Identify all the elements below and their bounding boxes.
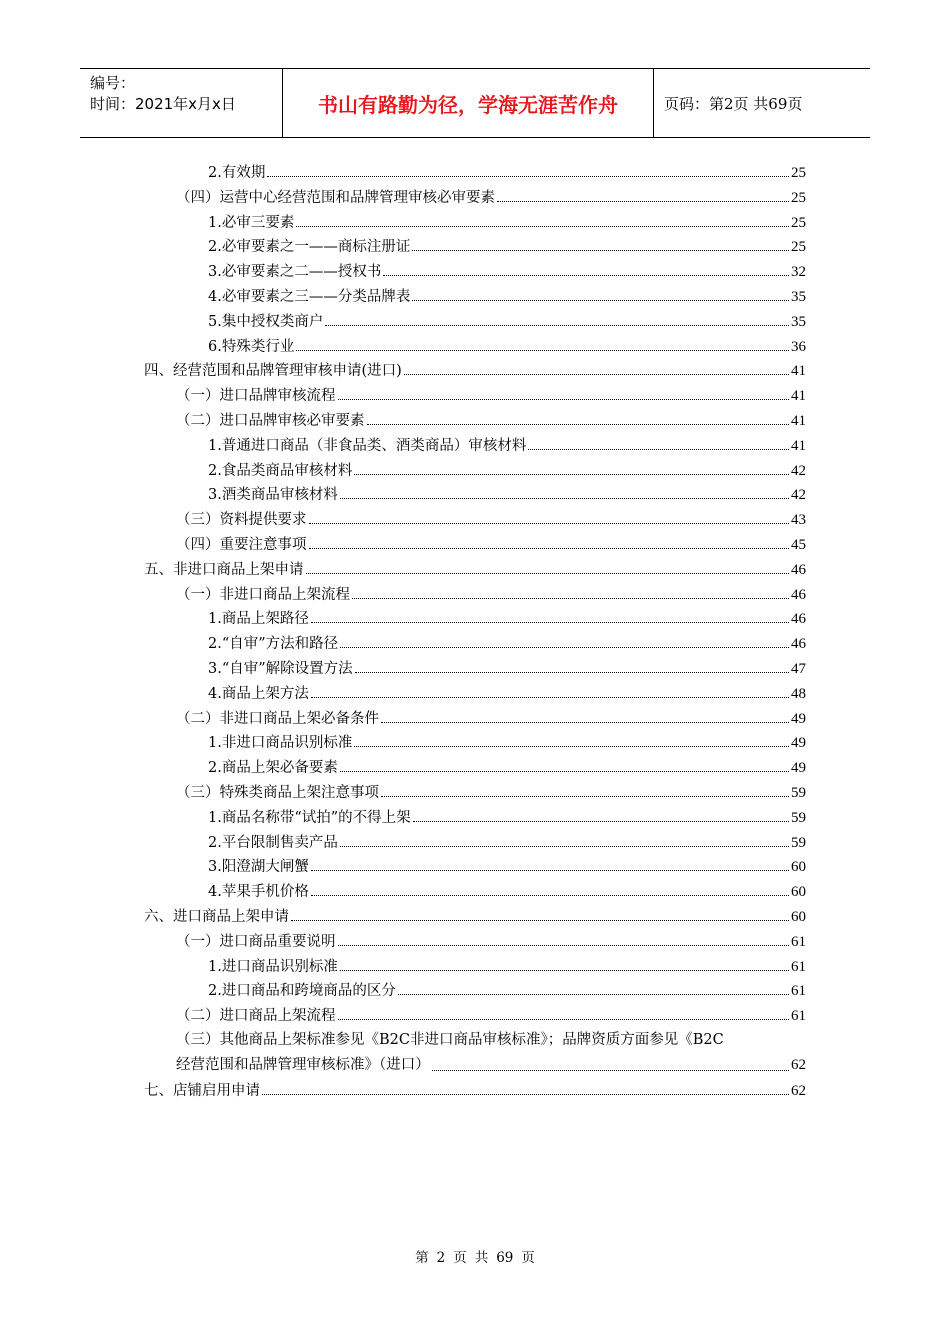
toc-entry[interactable] [144,1076,806,1100]
footer-gong: 共 [474,1250,489,1266]
toc-entry-page: 25 [791,165,806,181]
toc-entry-title: 1.必审三要素 [208,214,295,231]
footer-ye2: 页 [521,1250,535,1266]
toc-entry-page: 45 [791,537,806,553]
toc-dot-leader [354,746,789,747]
toc-entry-title: 1.非进口商品识别标准 [208,735,353,752]
toc-entry-title: （一）进口品牌审核流程 [176,388,336,405]
toc-entry-title: （二）进口品牌审核必审要素 [176,413,365,429]
toc-entry-page: 35 [791,289,806,305]
toc-entry[interactable] [176,406,806,430]
footer-total-pages: 69 [496,1250,514,1266]
toc-entry-page: 46 [791,611,806,628]
toc-entry-page: 61 [791,933,806,950]
toc-entry-title: 2.“自审”方法和路径 [208,636,339,653]
toc-entry-title: 七、店铺启用申请 [144,1082,260,1099]
toc-entry-title: 3.“自审”解除设置方法 [208,661,353,677]
toc-dot-leader [291,920,789,921]
toc-dot-leader [381,796,789,797]
toc-entry-title: 3.酒类商品审核材料 [208,487,338,504]
document-number-label: 编号： [90,74,136,92]
toc-dot-leader [340,498,789,499]
toc-entry-title: （一）进口商品重要说明 [176,933,336,950]
toc-entry-title: 2.进口商品和跨境商品的区分 [208,983,396,1000]
toc-entry[interactable] [208,976,806,1000]
toc-entry-page: 25 [791,189,806,206]
toc-entry-title: 4.苹果手机价格 [208,884,309,901]
toc-entry[interactable] [208,332,806,356]
toc-entry-title: （四）重要注意事项 [176,537,307,553]
toc-dot-leader [354,474,789,475]
toc-dot-leader [296,226,789,227]
header-left [80,69,282,137]
toc-entry[interactable] [208,257,806,281]
toc-entry-title: 3.阳澄湖大闸蟹 [208,859,309,876]
toc-dot-leader [311,895,789,896]
toc-entry-page: 49 [791,735,806,752]
toc-entry[interactable] [208,604,806,628]
toc-dot-leader [311,870,789,871]
toc-entry-title: 2.食品类商品审核材料 [208,462,353,479]
toc-dot-leader [325,325,789,326]
toc-dot-leader [340,846,789,847]
toc-dot-leader [309,548,790,549]
toc-dot-leader [413,821,789,822]
toc-entry[interactable] [176,1001,806,1025]
toc-entry-page: 61 [791,1008,806,1025]
toc-entry-page: 32 [791,264,806,281]
toc-entry[interactable] [176,381,806,405]
toc-entry[interactable] [176,505,806,529]
toc-entry[interactable] [144,555,806,579]
toc-dot-leader [528,449,789,450]
toc-entry-title: 1.商品上架路径 [208,611,309,628]
toc-entry[interactable] [176,704,806,728]
toc-dot-leader [381,722,789,723]
toc-entry-page: 49 [791,710,806,727]
toc-dot-leader [352,598,789,599]
toc-entry-title: 5.集中授权类商户 [208,313,324,330]
toc-entry-title: 六、进口商品上架申请 [144,909,289,925]
toc-entry[interactable] [176,778,806,802]
toc-entry[interactable] [208,803,806,827]
toc-entry-page: 41 [791,363,806,380]
toc-entry-page: 62 [791,1082,806,1099]
toc-entry[interactable] [208,728,806,752]
toc-entry[interactable] [144,902,806,926]
header-page-info: 页码：第2页 共69页 [664,94,803,113]
toc-entry-page: 61 [791,958,806,975]
toc-entry-page: 59 [791,834,806,851]
toc-dot-leader [338,945,790,946]
toc-entry-title: 四、经营范围和品牌管理审核申请(进口) [144,363,402,380]
toc-entry-title: （二）进口商品上架流程 [176,1008,336,1025]
toc-dot-leader [311,622,789,623]
page-header [80,68,870,138]
toc-entry[interactable] [208,480,806,504]
toc-entry[interactable] [208,629,806,653]
toc-entry[interactable] [144,356,806,380]
toc-dot-leader [306,573,790,574]
toc-entry-page: 25 [791,239,806,256]
toc-entry[interactable] [176,580,806,604]
toc-dot-leader [311,697,789,698]
toc-entry-title: 4.商品上架方法 [208,685,309,702]
toc-dot-leader [412,300,789,301]
toc-entry[interactable] [208,828,806,852]
toc-entry[interactable] [176,927,806,951]
toc-entry-title: 2.平台限制售卖产品 [208,834,338,851]
toc-entry[interactable] [208,679,806,703]
toc-entry-title: （四）运营中心经营范围和品牌管理审核必审要素 [176,189,495,206]
toc-dot-leader [338,1019,790,1020]
toc-entry-page: 49 [791,760,806,777]
toc-entry[interactable] [208,282,806,306]
toc-entry-page: 46 [791,586,806,603]
toc-entry-page: 46 [791,561,806,578]
toc-dot-leader [432,1070,789,1071]
toc-entry-title: （二）非进口商品上架必备条件 [176,710,379,727]
toc-dot-leader [355,672,789,673]
toc-entry-title: 4.必审要素之三——分类品牌表 [208,289,411,305]
toc-entry-page: 48 [791,685,806,702]
header-motto: 书山有路勤为径，学海无涯苦作舟 [282,69,654,137]
toc-entry-page: 47 [791,661,806,677]
toc-entry[interactable] [208,753,806,777]
toc-entry[interactable] [208,852,806,876]
toc-entry-title: 6.特殊类行业 [208,338,295,355]
toc-entry-page: 41 [791,437,806,454]
toc-entry-wrapped[interactable] [176,1028,806,1078]
toc-entry-title: （三）资料提供要求 [176,512,307,529]
toc-entry-title-line1: （三）其他商品上架标准参见《B2C非进口商品审核标准》；品牌资质方面参见《B2C [176,1032,724,1048]
toc-entry-page: 43 [791,512,806,529]
toc-entry-page: 36 [791,338,806,355]
toc-entry-page: 42 [791,487,806,504]
toc-entry-page: 41 [791,388,806,405]
toc-entry[interactable] [208,208,806,232]
footer-page-number: 2 [436,1250,446,1266]
footer-ye: 页 [453,1250,467,1266]
toc-dot-leader [338,399,790,400]
toc-entry-title: （三）特殊类商品上架注意事项 [176,785,379,801]
toc-entry[interactable] [208,307,806,331]
toc-dot-leader [412,250,789,251]
toc-entry-page: 61 [791,983,806,1000]
toc-entry-page: 41 [791,413,806,429]
toc-entry-page: 42 [791,462,806,479]
toc-entry[interactable] [208,654,806,678]
toc-entry[interactable] [176,183,806,207]
toc-dot-leader [267,176,789,177]
toc-dot-leader [309,523,790,524]
toc-dot-leader [497,201,789,202]
toc-entry-title: 五、非进口商品上架申请 [144,561,304,578]
toc-entry-title: 2.必审要素之一——商标注册证 [208,239,411,256]
toc-dot-leader [340,970,789,971]
toc-dot-leader [398,994,789,995]
footer-di: 第 [415,1250,429,1266]
toc-entry-page: 25 [791,214,806,231]
document-time-label: 时间：2021年x月x日 [90,95,236,113]
page-footer [0,1246,950,1266]
toc-entry[interactable] [208,158,806,182]
toc-entry-page: 62 [791,1057,806,1073]
toc-dot-leader [296,350,789,351]
toc-entry-title: 1.进口商品识别标准 [208,958,338,975]
toc-entry-page: 60 [791,859,806,876]
toc-entry-title: 1.普通进口商品（非食品类、酒类商品）审核材料 [208,437,527,454]
toc-entry-title: 2.商品上架必备要素 [208,760,338,777]
toc-entry[interactable] [208,952,806,976]
toc-entry-title: 1.商品名称带“试拍”的不得上架 [208,809,411,826]
toc-dot-leader [262,1094,789,1095]
toc-entry-page: 46 [791,636,806,653]
toc-entry-page: 59 [791,809,806,826]
toc-entry-page: 60 [791,909,806,925]
toc-entry[interactable] [176,530,806,554]
toc-entry[interactable] [208,431,806,455]
toc-dot-leader [367,424,790,425]
toc-dot-leader [340,647,789,648]
toc-entry[interactable] [208,232,806,256]
toc-dot-leader [383,275,789,276]
toc-dot-leader [404,374,789,375]
toc-entry[interactable] [208,456,806,480]
toc-entry-page: 59 [791,785,806,801]
toc-dot-leader [340,771,789,772]
toc-entry-title: （一）非进口商品上架流程 [176,586,350,603]
toc-entry-page: 35 [791,313,806,330]
toc-entry-title: 3.必审要素之二——授权书 [208,264,382,281]
toc-entry[interactable] [208,877,806,901]
toc-entry-title: 2.有效期 [208,165,266,181]
toc-entry-page: 60 [791,884,806,901]
toc-entry-title-line2: 经营范围和品牌管理审核标准》（进口） [176,1057,430,1073]
